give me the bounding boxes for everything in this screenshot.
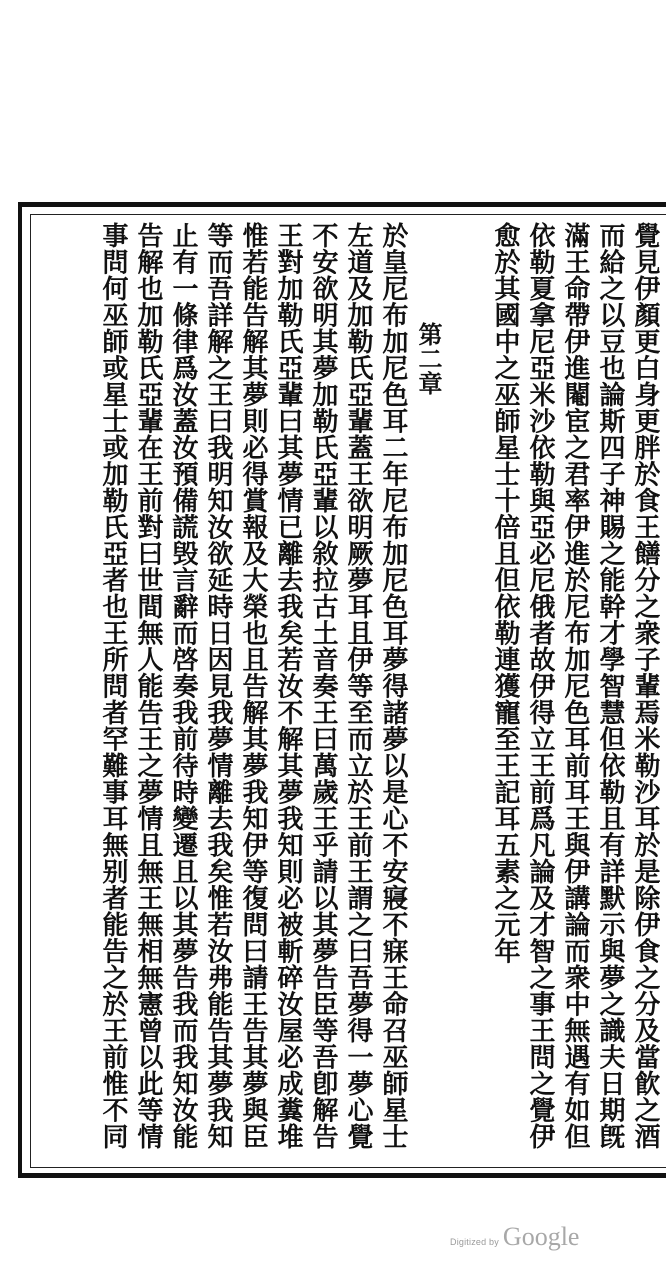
text-column-11: 王對加勒氏亞輩曰其夢情已離去我矣若汝不解其夢我知則必被斬碎汝屋必成糞堆: [273, 222, 303, 1150]
text-column-6: [456, 222, 486, 1152]
text-column-13: 等而吾詳解之王曰我明知汝欲延時日因見我夢情離去我矣惟若汝弗能告其夢我知: [203, 222, 233, 1150]
text-column-9: 左道及加勒氏亞輩蓋王欲明厥夢耳且伊等至而立於王前王謂之曰吾夢得一夢心覺: [343, 222, 373, 1150]
text-column-12: 惟若能告解其夢則必得賞報及大榮也且告解其夢我知伊等復問曰請王告其夢與臣: [238, 222, 268, 1150]
text-column-8: 於皇尼布加尼色耳二年尼布加尼色耳夢得諸夢以是心不安寢不寐王命召巫師星士: [378, 222, 408, 1150]
chapter-heading: 第二章: [414, 322, 443, 396]
text-column-1: 覺見伊顏更白身更胖於食王饍分之衆子輩焉米勒沙耳於是除伊食之分及當飮之酒: [630, 222, 660, 1150]
text-column-5: 愈於其國中之巫師星士十倍且但依勒連獲寵至王記耳五素之元年: [490, 222, 520, 964]
text-column-2: 而給之以豆也論斯四子神賜之能幹才學智慧但依勒且有詳默示與夢之識夫日期旣: [595, 222, 625, 1150]
text-column-14: 止有一條律爲汝蓋汝預備謊毁言辭而啓奏我前待時變遷且以其夢告我而我知汝能: [168, 222, 198, 1150]
text-column-16: 事問何巫師或星士或加勒氏亞者也王所問者罕難事耳無别者能告之於王前惟不同: [98, 222, 128, 1150]
text-column-3: 滿王命帶伊進閹宦之君率伊進於尼布加尼色耳前耳王與伊講論而衆中無遇有如但: [560, 222, 590, 1150]
google-watermark: [450, 1222, 579, 1252]
text-column-15: 告解也加勒氏亞輩在王前對曰世間無人能告王之夢情且無王無相無憲曾以此等情: [133, 222, 163, 1150]
google-logo: Google: [502, 1222, 580, 1251]
text-column-4: 依勒夏拿尼亞米沙依勒與亞必尼俄者故伊得立王前爲凡論及才智之事王問之覺伊: [525, 222, 555, 1150]
watermark-prefix: Digitized by: [450, 1237, 499, 1247]
vertical-text-block: [42, 222, 662, 1152]
text-column-10: 不安欲明其夢加勒氏亞輩以敘拉古土音奏王曰萬歲王乎請以其夢告臣等吾卽解告: [308, 222, 338, 1150]
